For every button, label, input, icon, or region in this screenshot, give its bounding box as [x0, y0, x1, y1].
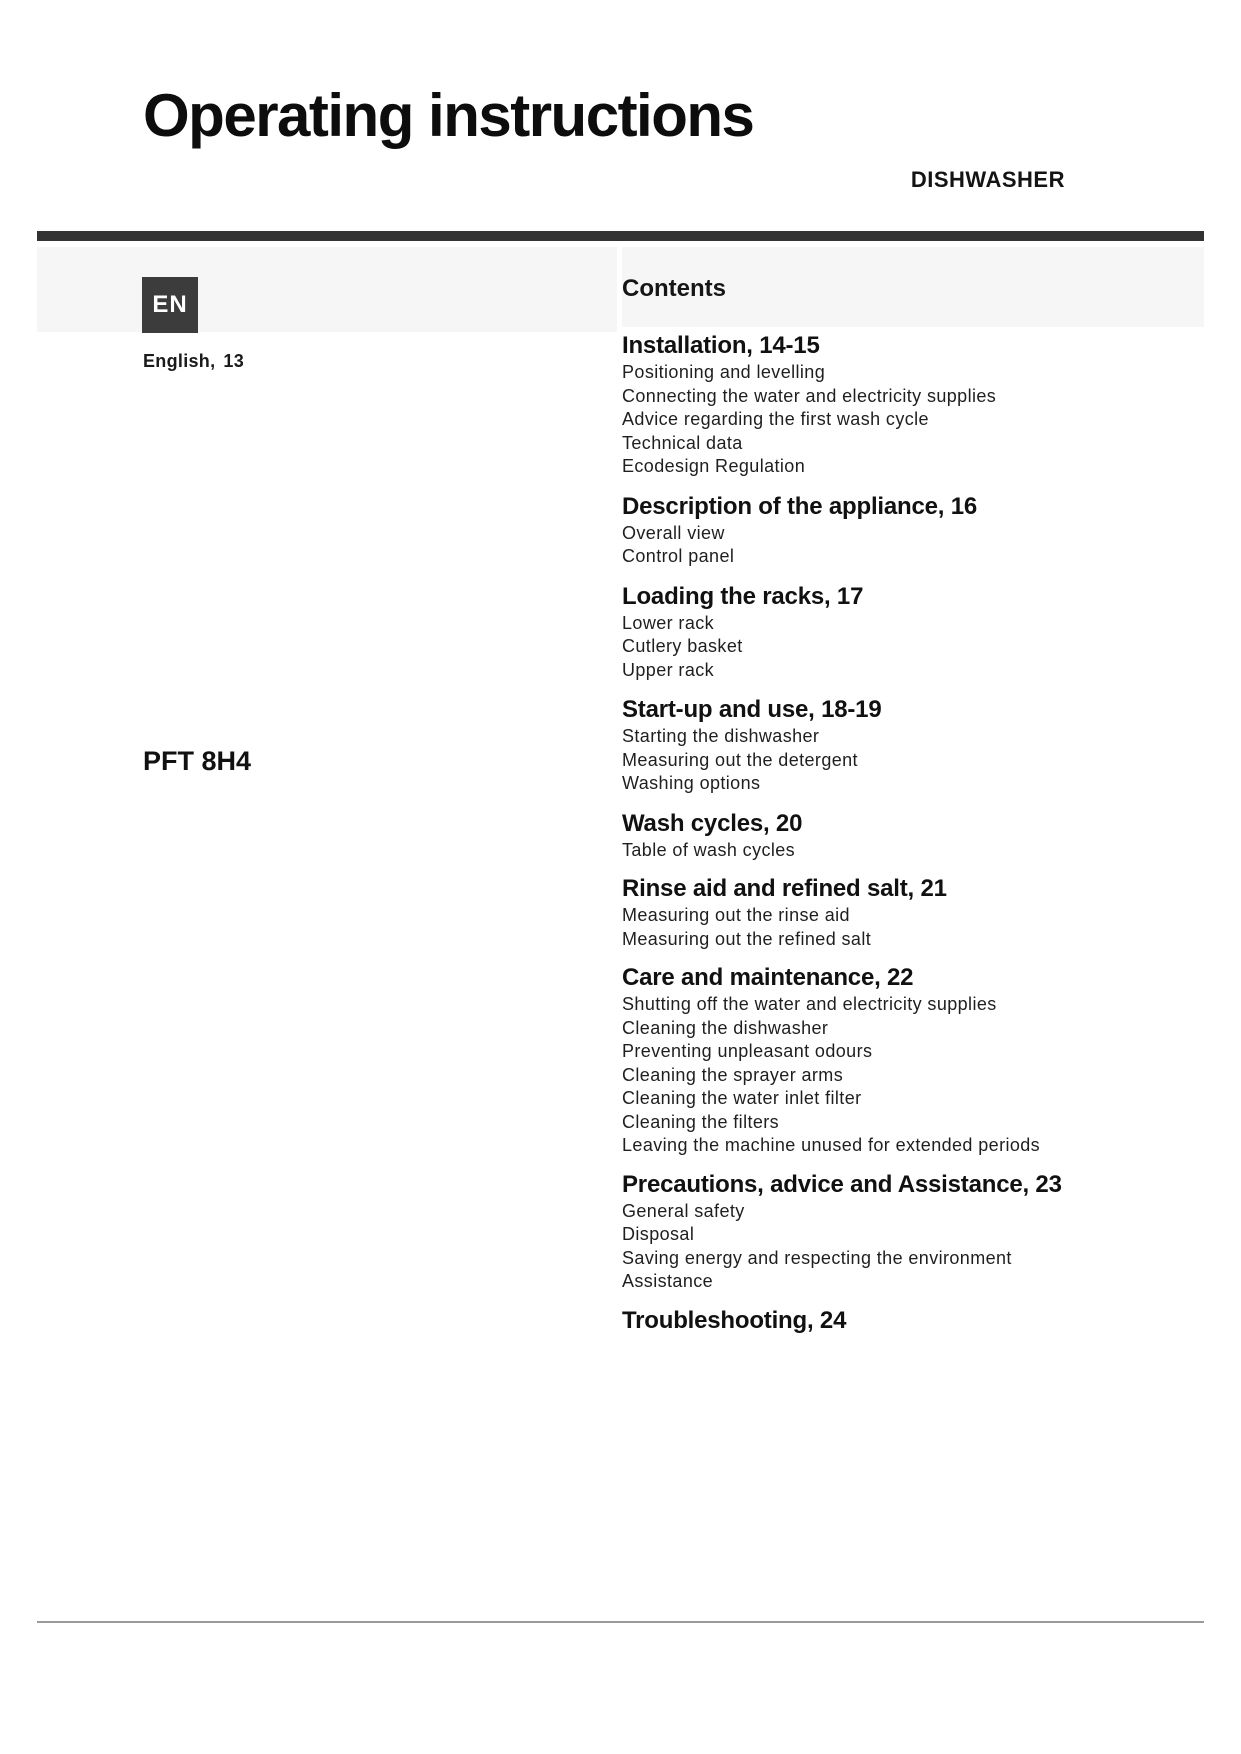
toc-section-care: [622, 963, 1204, 1158]
toc-item[interactable]: Technical data: [622, 432, 743, 453]
footer-divider: [37, 1621, 1204, 1623]
toc-item[interactable]: Measuring out the rinse aid: [622, 905, 850, 925]
toc-section-title[interactable]: Precautions, advice and Assistance, 23: [622, 1170, 1062, 1198]
toc-section-title[interactable]: Wash cycles, 20: [622, 809, 803, 837]
toc-item[interactable]: Ecodesign Regulation: [622, 456, 806, 476]
toc-section-title[interactable]: Description of the appliance, 16: [622, 492, 978, 520]
toc-section-title[interactable]: Start-up and use, 18-19: [622, 696, 882, 723]
contents-heading: Contents: [622, 247, 1204, 327]
table-of-contents: [622, 247, 1204, 1336]
toc-item[interactable]: Table of wash cycles: [622, 839, 796, 860]
language-entry[interactable]: [143, 351, 244, 372]
toc-item[interactable]: Washing options: [622, 773, 761, 793]
toc-item[interactable]: Cleaning the dishwasher: [622, 1017, 829, 1038]
product-type-label: DISHWASHER: [910, 167, 1065, 192]
toc-item[interactable]: Leaving the machine unused for extended periods: [622, 1135, 1041, 1155]
toc-item[interactable]: Cutlery basket: [622, 636, 743, 656]
toc-item[interactable]: Cleaning the filters: [622, 1111, 780, 1132]
toc-section-troubleshooting: [622, 1306, 1204, 1336]
toc-section-precautions: [622, 1170, 1204, 1294]
toc-item[interactable]: Cleaning the sprayer arms: [622, 1064, 844, 1085]
toc-section-description: [622, 492, 1204, 569]
toc-item[interactable]: Disposal: [622, 1224, 695, 1244]
toc-item[interactable]: Saving energy and respecting the environment: [622, 1247, 1012, 1268]
language-page-number: 13: [223, 351, 245, 371]
toc-section-title[interactable]: Loading the racks, 17: [622, 582, 864, 610]
language-badge: EN: [142, 277, 198, 333]
toc-section-installation: [622, 331, 1204, 479]
toc-item[interactable]: Upper rack: [622, 659, 715, 680]
toc-item[interactable]: Measuring out the detergent: [622, 749, 858, 770]
toc-item[interactable]: Connecting the water and electricity supplies: [622, 385, 997, 406]
header-divider: [37, 231, 1204, 241]
language-band: [37, 247, 617, 332]
toc-section-title[interactable]: Care and maintenance, 22: [622, 964, 914, 991]
toc-item[interactable]: Control panel: [622, 546, 735, 566]
toc-section-title[interactable]: Installation, 14-15: [622, 332, 820, 359]
toc-item[interactable]: Assistance: [622, 1271, 714, 1291]
toc-section-wash-cycles: [622, 809, 1204, 863]
toc-section-loading: [622, 582, 1204, 683]
toc-section-title[interactable]: Troubleshooting, 24: [622, 1306, 847, 1334]
toc-item[interactable]: Advice regarding the first wash cycle: [622, 409, 929, 429]
toc-item[interactable]: Shutting off the water and electricity supplies: [622, 994, 997, 1014]
toc-section-rinse-aid: [622, 874, 1204, 951]
toc-item[interactable]: Starting the dishwasher: [622, 726, 820, 746]
model-number: PFT 8H4: [143, 746, 252, 776]
language-name: English,: [143, 351, 216, 371]
toc-item[interactable]: Positioning and levelling: [622, 362, 826, 382]
toc-item[interactable]: Measuring out the refined salt: [622, 928, 872, 949]
toc-section-title[interactable]: Rinse aid and refined salt, 21: [622, 875, 947, 902]
toc-item[interactable]: Overall view: [622, 522, 725, 543]
toc-item[interactable]: General safety: [622, 1200, 745, 1221]
document-title: Operating instructions: [143, 82, 754, 149]
toc-item[interactable]: Preventing unpleasant odours: [622, 1041, 873, 1061]
toc-item[interactable]: Cleaning the water inlet filter: [622, 1088, 862, 1108]
toc-section-startup: [622, 695, 1204, 796]
toc-item[interactable]: Lower rack: [622, 612, 715, 633]
